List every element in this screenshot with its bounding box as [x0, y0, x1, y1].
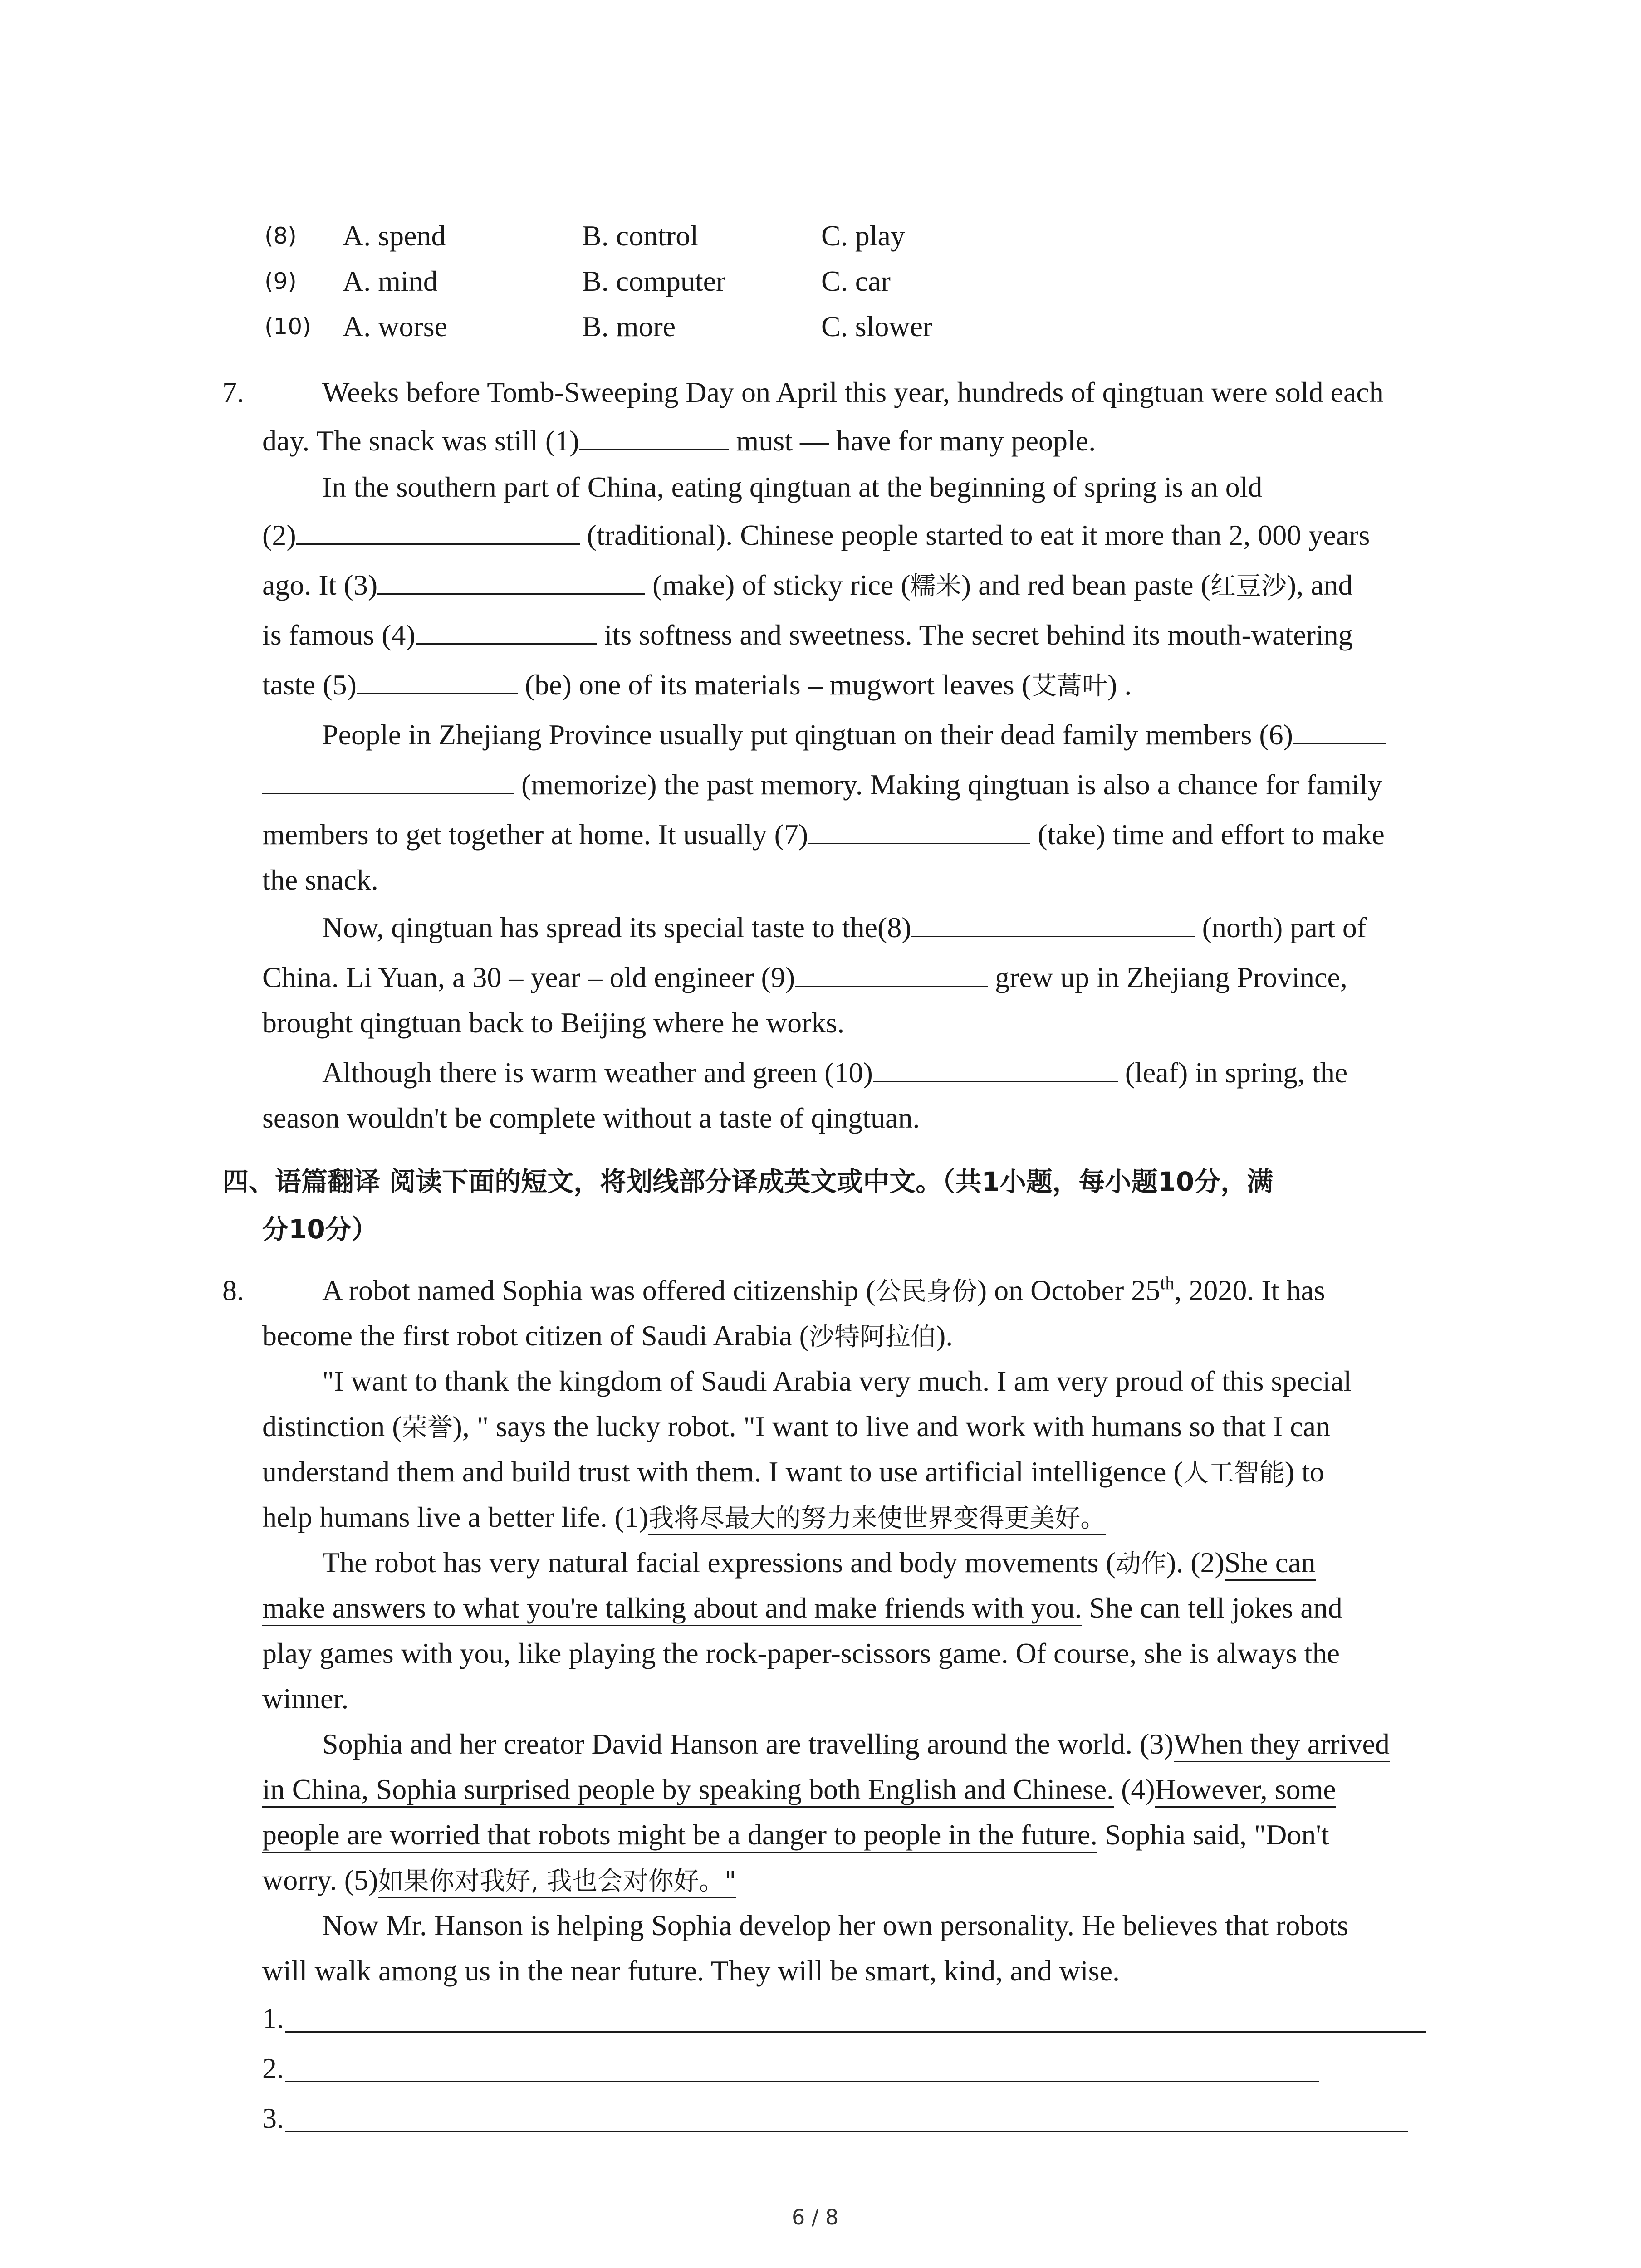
passage-text: (2): [262, 519, 296, 551]
option-number: (8): [265, 223, 297, 249]
passage-text: (be) one of its materials – mugwort leaves (: [524, 669, 1031, 701]
question-number: 8.: [222, 1274, 244, 1306]
option-c: C. slower: [821, 310, 933, 342]
fill-blank-6a[interactable]: [1293, 717, 1386, 744]
passage-text: ).: [936, 1320, 953, 1352]
question-number: 7.: [222, 376, 244, 408]
passage-text: (take) time and effort to make: [1038, 818, 1385, 850]
answer-number: 1.: [262, 2002, 284, 2034]
passage-text: 人工智能: [1183, 1458, 1285, 1488]
answer-line-1[interactable]: [285, 2031, 1426, 2033]
passage-text: ) to: [1284, 1456, 1324, 1488]
passage-line: [322, 1721, 1390, 1767]
passage-text: People in Zhejiang Province usually put qingtuan on their dead family members (6): [322, 719, 1293, 751]
passage-line: [262, 662, 1132, 709]
fill-blank-8[interactable]: [911, 909, 1195, 937]
passage-text: ), " says the lucky robot. "I want to live and work with humans so that I can: [452, 1410, 1331, 1442]
passage-line: Weeks before Tomb-Sweeping Day on April this year, hundreds of qingtuan were sold each: [322, 376, 1384, 408]
passage-line: [262, 762, 1382, 807]
underlined-sentence-2: She can: [1225, 1546, 1316, 1581]
underlined-sentence-2: make answers to what you're talking about and make friends with you.: [262, 1592, 1082, 1626]
underlined-sentence-4: However, some: [1155, 1773, 1336, 1808]
passage-text: Although there is warm weather and green (10): [322, 1056, 873, 1089]
passage-line: In the southern part of China, eating qingtuan at the beginning of spring is an old: [322, 471, 1263, 503]
passage-text: ). (2): [1166, 1546, 1225, 1579]
fill-blank-1[interactable]: [579, 423, 729, 450]
passage-line: [322, 905, 1367, 950]
passage-text: th: [1160, 1273, 1175, 1293]
option-number: (9): [265, 268, 297, 294]
fill-blank-10[interactable]: [873, 1055, 1118, 1082]
passage-text: members to get together at home. It usually (7): [262, 818, 808, 850]
answer-line-3[interactable]: [285, 2131, 1408, 2132]
passage-text: its softness and sweetness. The secret behind its mouth-watering: [604, 619, 1353, 651]
passage-line: [322, 1050, 1347, 1095]
passage-text: worry. (5): [262, 1864, 378, 1896]
option-c: C. car: [821, 265, 891, 297]
option-b: B. computer: [582, 265, 726, 297]
passage-text: 沙特阿拉伯: [808, 1322, 936, 1352]
passage-text: ) .: [1107, 669, 1132, 701]
option-a: A. worse: [343, 310, 448, 342]
option-number: (10): [265, 313, 311, 340]
passage-text: Sophia said, "Don't: [1105, 1818, 1329, 1851]
passage-text: 动作: [1115, 1549, 1166, 1579]
passage-line: [262, 513, 1370, 558]
passage-text: help humans live a better life. (1): [262, 1501, 649, 1533]
option-a: A. spend: [343, 220, 446, 252]
passage-line: will walk among us in the near future. They will be smart, kind, and wise.: [262, 1955, 1120, 1987]
passage-line: [322, 1268, 1325, 1315]
section-title: 四、语篇翻译 阅读下面的短文，将划线部分译成英文或中文。（共1小题，每小题10分，满: [222, 1166, 1274, 1197]
underlined-sentence-1: 我将尽最大的努力来使世界变得更美好。: [648, 1504, 1106, 1535]
passage-text: She can tell jokes and: [1089, 1592, 1342, 1624]
fill-blank-5[interactable]: [357, 667, 518, 694]
passage-text: 艾蒿叶: [1031, 671, 1107, 701]
passage-text: become the first robot citizen of Saudi Arabia (: [262, 1320, 809, 1352]
passage-text: 荣誉: [402, 1413, 453, 1442]
passage-text: day. The snack was still (1): [262, 425, 579, 457]
answer-number: 3.: [262, 2102, 284, 2134]
underlined-sentence-3: When they arrived: [1174, 1728, 1390, 1762]
fill-blank-4[interactable]: [416, 617, 597, 645]
passage-text: (north) part of: [1202, 911, 1367, 943]
passage-text: (memorize) the past memory. Making qingtuan is also a chance for family: [521, 768, 1382, 801]
passage-text: ) on October 25: [977, 1274, 1161, 1306]
passage-text: ago. It (3): [262, 569, 378, 601]
passage-line: [262, 1857, 736, 1904]
underlined-sentence-5: 如果你对我好, 我也会对你好。": [378, 1867, 736, 1898]
passage-line: [322, 712, 1386, 758]
passage-line: [322, 1540, 1316, 1587]
passage-line: [262, 1449, 1324, 1496]
passage-line: play games with you, like playing the rock-paper-scissors game. Of course, she is always the: [262, 1637, 1340, 1669]
passage-text: is famous (4): [262, 619, 416, 651]
passage-line: [262, 1585, 1342, 1631]
passage-line: [262, 418, 1096, 464]
passage-text: A robot named Sophia was offered citizenship (: [322, 1274, 876, 1306]
fill-blank-2[interactable]: [296, 517, 580, 545]
fill-blank-7[interactable]: [808, 816, 1030, 844]
option-a: A. mind: [343, 265, 438, 297]
passage-line: [262, 1404, 1330, 1451]
passage-line: [262, 1313, 953, 1360]
underlined-sentence-3: in China, Sophia surprised people by speaking both English and Chinese.: [262, 1773, 1114, 1808]
passage-line: [262, 1495, 1106, 1541]
passage-text: distinction (: [262, 1410, 402, 1442]
fill-blank-9[interactable]: [795, 959, 988, 987]
passage-line: winner.: [262, 1682, 349, 1715]
passage-line: [262, 955, 1347, 1000]
option-c: C. play: [821, 220, 905, 252]
passage-text: Now, qingtuan has spread its special taste to the(8): [322, 911, 911, 943]
passage-text: 公民身份: [875, 1277, 977, 1306]
passage-text: (leaf) in spring, the: [1125, 1056, 1348, 1089]
passage-text: 红豆沙: [1210, 572, 1287, 601]
passage-line: [262, 562, 1353, 609]
passage-text: must — have for many people.: [736, 425, 1096, 457]
passage-text: (4): [1121, 1773, 1155, 1805]
section-title: 分10分）: [262, 1214, 378, 1245]
passage-line: the snack.: [262, 864, 378, 896]
answer-line-2[interactable]: [285, 2081, 1319, 2082]
passage-text: , 2020. It has: [1174, 1274, 1325, 1306]
passage-text: The robot has very natural facial expressions and body movements (: [322, 1546, 1116, 1579]
passage-line: [262, 612, 1353, 658]
passage-text: ), and: [1286, 569, 1353, 601]
passage-text: Sophia and her creator David Hanson are travelling around the world. (3): [322, 1728, 1174, 1760]
fill-blank-6b[interactable]: [262, 767, 514, 794]
page-number: 6 / 8: [792, 2205, 839, 2229]
underlined-sentence-4: people are worried that robots might be a danger to people in the future.: [262, 1818, 1097, 1853]
fill-blank-3[interactable]: [377, 567, 645, 595]
passage-line: Now Mr. Hanson is helping Sophia develop her own personality. He believes that robots: [322, 1909, 1349, 1941]
passage-text: China. Li Yuan, a 30 – year – old engineer (9): [262, 961, 795, 993]
answer-number: 2.: [262, 2052, 284, 2084]
passage-text: 糯米: [910, 572, 961, 601]
passage-line: [262, 812, 1385, 857]
passage-line: [262, 1812, 1329, 1857]
passage-text: taste (5): [262, 669, 357, 701]
passage-line: season wouldn't be complete without a taste of qingtuan.: [262, 1102, 920, 1134]
passage-text: (make) of sticky rice (: [652, 569, 911, 601]
passage-line: [262, 1767, 1336, 1812]
passage-line: "I want to thank the kingdom of Saudi Arabia very much. I am very proud of this special: [322, 1365, 1352, 1397]
passage-text: (traditional). Chinese people started to eat it more than 2, 000 years: [587, 519, 1370, 551]
passage-text: ) and red bean paste (: [961, 569, 1210, 601]
option-b: B. control: [582, 220, 698, 252]
passage-line: brought qingtuan back to Beijing where he works.: [262, 1007, 845, 1039]
option-b: B. more: [582, 310, 676, 342]
passage-text: understand them and build trust with them. I want to use artificial intelligence (: [262, 1456, 1183, 1488]
passage-text: grew up in Zhejiang Province,: [995, 961, 1347, 993]
